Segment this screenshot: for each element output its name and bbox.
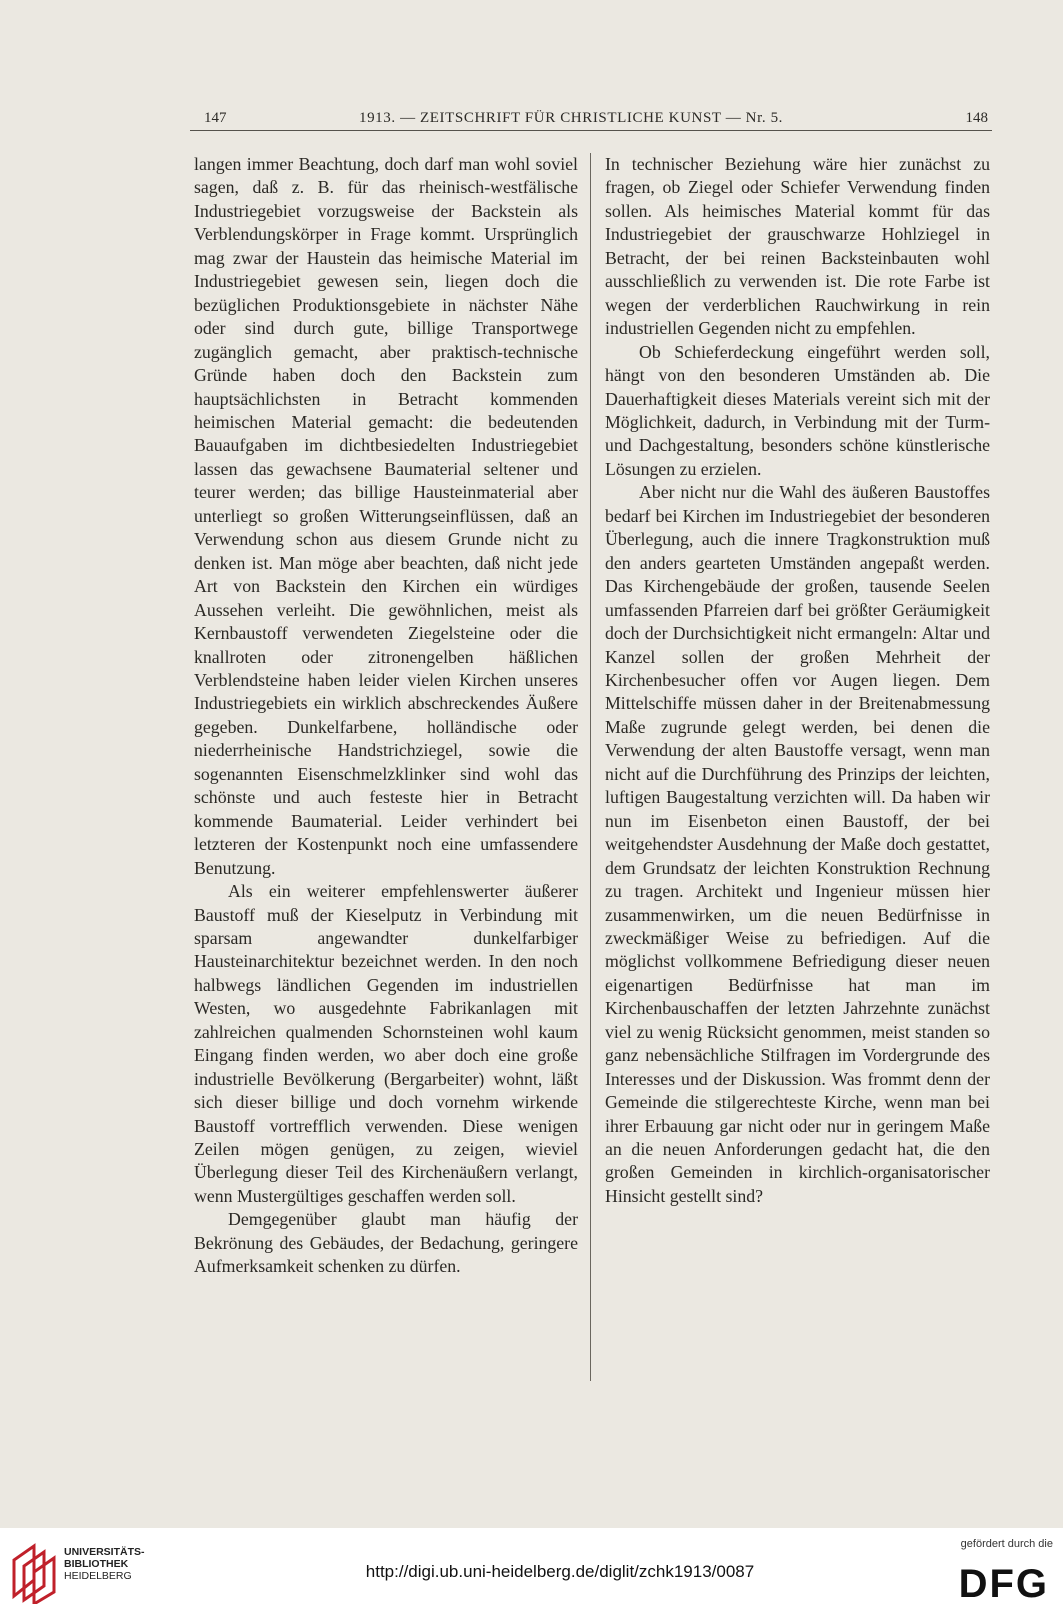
library-line: UNIVERSITÄTS- — [64, 1546, 145, 1558]
dfg-logo: DFG — [958, 1562, 1049, 1606]
journal-title: 1913. — ZEITSCHRIFT FÜR CHRISTLICHE KUNST — Nr. 5. — [358, 110, 784, 126]
paragraph: Ob Schieferdeckung eingeführt werden soll, hängt von den besonderen Umständen ab. Die Dauerhaftigkeit dieses Materials vereint sich mit der Möglichkeit, dadurch, in Verbindung mit der Turm- und Dachgestaltung, besonders schöne künstlerische Lösungen zu erzielen. — [605, 341, 990, 479]
paragraph: Als ein weiterer empfehlenswerter äußerer Baustoff muß der Kieselputz in Verbindung mit sparsam angewandter dunkelfarbiger Hausteinarchitektur bezeichnet werden. In den noch halbwegs ländlichen Gegenden im industriellen Westen, wo ausgedehnte Fabrikanlagen mit zahlreichen qualmenden Schornsteinen wohl kaum Eingang finden werden, wo aber doch eine große industrielle Bevölkerung (Bergarbeiter) wohnt, läßt sich dieser billige und doch vornehm wirkende Baustoff vortrefflich verwenden. Diese wenigen Zeilen mögen genügen, zu zeigen, wieviel Überlegung dieser Teil des Kirchenäußern verlangt, wenn Mustergültiges geschaffen werden soll. — [194, 881, 578, 1206]
paragraph: Aber nicht nur die Wahl des äußeren Baustoffes bedarf bei Kirchen im Industriegebiet der besonderen Überlegung, auch die innere Tragkonstruktion muß den anders gearteten Umständen angepaßt werden. Das Kirchengebäude der großen, tausende Seelen umfassenden Pfarreien darf bei größter Geräumigkeit doch der Durchsichtigkeit nicht ermangeln: Altar und Kanzel sollen der großen Mehrheit der Kirchenbesucher offen vor Augen liegen. Dem Mittelschiffe müssen daher in der Breitenabmessung Maße zugrunde gelegt werden, bei denen die Verwendung der alten Baustoffe versagt, wenn man nicht auf die Durchführung des Prinzips der leichten, luftigen Baugestaltung verzichten will. Da haben wir nun im Eisenbeton einen Baustoff, der bei weitgehendster Ausdehnung der Maße doch gestattet, dem Grundsatz der leichten Konstruktion Rechnung zu tragen. Architekt und Ingenieur müssen hier zusammenwirken, um die neuen Bedürfnisse in zweckmäßiger Weise zu befriedigen. Auf die möglichst vollkommene Befriedigung dieser neuen eigenartigen Bedürfnisse hat man im Kirchenbauschaffen der letzten Jahrzehnte zunächst viel zu wenig Rücksicht genommen, meist standen so ganz nebensächliche Stilfragen im Vordergrunde des Interesses und der Diskussion. Was frommt denn der Gemeinde die stilgerechteste Kirche, wenn man bei ihrer Erbauung gar nicht oder nur in geringem Maße an die neuen Anforderungen gedacht hat, die den großen Gemeinden in kirchlich-organisatorischer Hinsicht gestellt sind? — [605, 482, 990, 1206]
running-header — [190, 108, 992, 131]
funding-note: gefördert durch die — [960, 1538, 1053, 1550]
paragraph: Demgegenüber glaubt man häufig der Bekrönung des Gebäudes, der Bedachung, geringere Aufmerksamkeit schenken zu dürfen. — [194, 1209, 578, 1277]
column-divider — [590, 153, 591, 1381]
library-line: BIBLIOTHEK — [64, 1558, 129, 1570]
page-number-left: 147 — [204, 110, 227, 126]
library-name — [64, 1546, 145, 1582]
footer-bar — [0, 1528, 1063, 1615]
paragraph: langen immer Beachtung, doch darf man wohl soviel sagen, daß z. B. für das rheinisch-westfälische Industriegebiet vorzugsweise der Backstein als Verblendungskörper in Frage kommt. Ursprünglich mag zwar der Haustein das heimische Material im Industriegebiet gewesen sein, liegen doch die bezüglichen Produktionsgebiete in nächster Nähe oder sind durch gute, billige Transportwege zugänglich gemacht, aber praktisch-technische Gründe haben doch den Backstein zum hauptsächlichsten in Betracht kommenden heimischen Material gemacht: die bedeutenden Bauaufgaben im dichtbesiedelten Industriegebiet lassen das gewachsene Baumaterial seltener und teurer werden; das billige Hausteinmaterial aber unterliegt so großen Witterungseinflüssen, daß an Verwendung schon aus diesem Grunde nicht zu denken ist. Man möge aber beachten, daß nicht jede Art von Backstein den Kirchen ein würdiges Aussehen verleiht. Die gewöhnlichen, meist als Kernbaustoff verwendeten Ziegelsteine oder die knallroten oder zitronengelben häßlichen Verblendsteine haben leider vielen Kirchen unseres Industriegebiets ein wirklich abschreckendes Äußere gegeben. Dunkelfarbene, holländische oder niederrheinische Handstrichziegel, sowie die sogenannten Eisenschmelzklinker sind wohl das schönste und auch festeste hier in Betracht kommende Baumaterial. Leider verhindert bei letzteren der Kostenpunkt noch eine umfassendere Benutzung. — [194, 154, 578, 878]
source-url-link[interactable]: http://digi.ub.uni-heidelberg.de/diglit/zchk1913/0087 — [365, 1562, 755, 1581]
library-line: HEIDELBERG — [64, 1570, 132, 1582]
left-column — [194, 153, 578, 1279]
page-number-right: 148 — [965, 110, 988, 126]
library-logo-icon — [10, 1540, 62, 1604]
paragraph: In technischer Beziehung wäre hier zunächst zu fragen, ob Ziegel oder Schiefer Verwendung finden sollen. Als heimisches Material kommt für das Industriegebiet der grauschwarze Hohlziegel in Betracht, der bei reinen Backsteinbauten wohl ausschließlich zu verwenden ist. Die rote Farbe ist wegen der verderblichen Rauchwirkung in rein industriellen Gegenden nicht zu empfehlen. — [605, 154, 990, 339]
right-column — [605, 153, 990, 1208]
